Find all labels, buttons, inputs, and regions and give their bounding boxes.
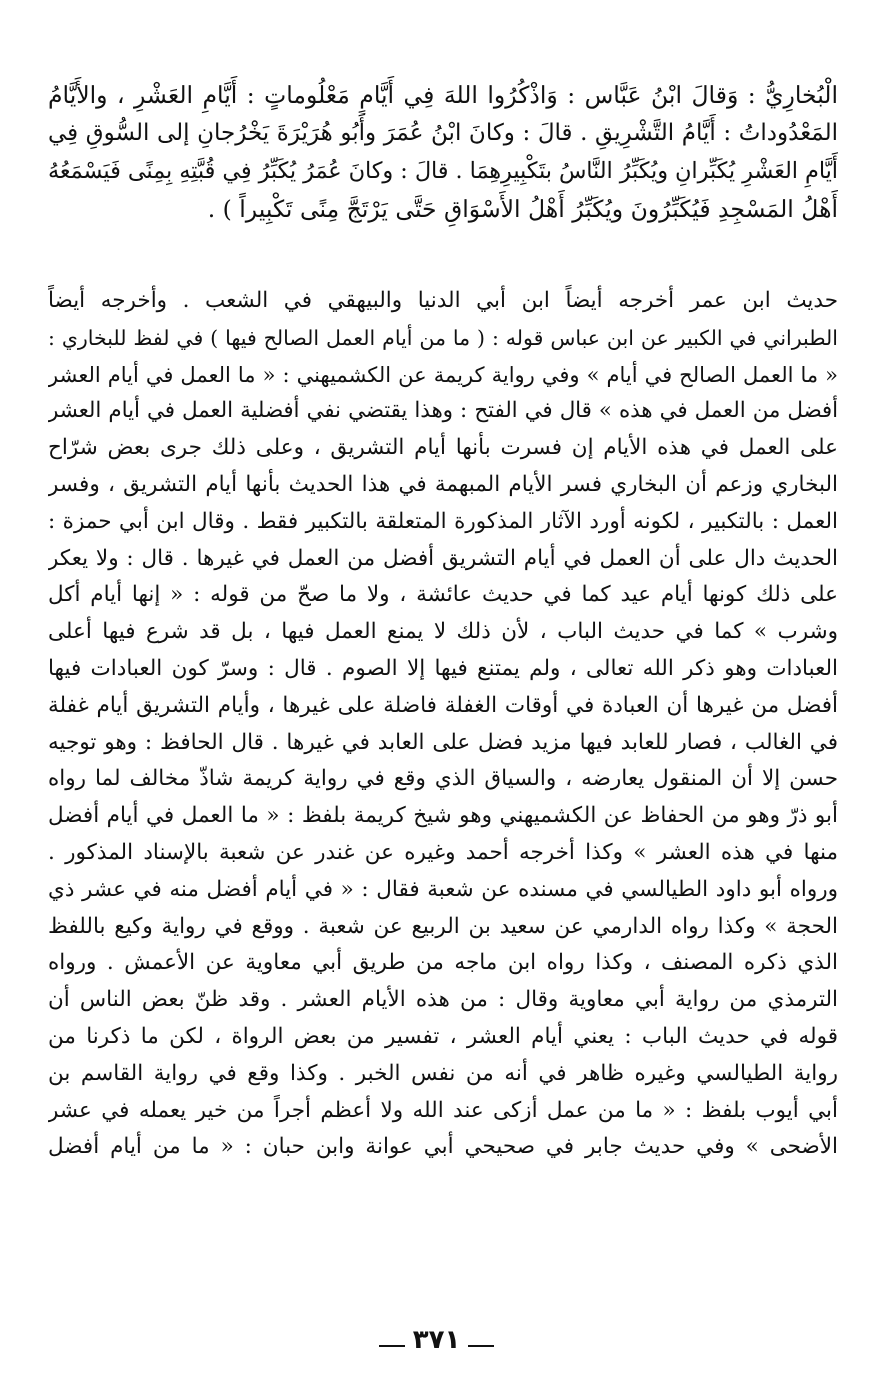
page-footer [0,1320,873,1360]
commentary-line: العبادات وهو ذكر الله تعالى ، ولم يمتنع فيها إلا الصوم . قال : وسرّ كون العبادات فيها [48,655,838,681]
commentary-line: على ذلك كونها أيام عيد كما في حديث عائشة ، ولا ما صحّ من قوله : « إنها أيام أكل [48,582,838,608]
commentary-line: الحجة » وكذا رواه الدارمي عن سعيد بن الربيع عن شعبة . ووقع في رواية وكيع باللفظ [48,913,838,939]
footer-dash [468,1345,494,1347]
commentary-line: الترمذي من رواية أبي معاوية وقال : من هذه الأيام العشر . وقد ظنّ بعض الناس أن [48,987,838,1013]
commentary-line: الطبراني في الكبير عن ابن عباس قوله : ( ما من أيام العمل الصالح فيها ) في لفظ للبخاري : [48,325,838,350]
commentary-line: العمل : بالتكبير ، لكونه أورد الآثار المذكورة المتعلقة بالتكبير فقط . وقال ابن أبي حمزة : [48,508,838,534]
commentary-line: حسن إلا أن المنقول يعارضه ، والسياق الذي وقع في رواية كريمة شاذّ مخالف لما رواه [48,766,838,792]
commentary-line: أفضل من غيرها أن العبادة في أوقات الغفلة فاضلة على غيرها ، وأيام التشريق أيام غفلة [48,692,838,718]
commentary-line: على العمل في هذه الأيام إن فسرت بأنها أيام التشريق ، وعلى ذلك جرى بعض شرّاح [48,435,838,461]
commentary-line: قوله في حديث الباب : يعني أيام العشر ، تفسير من بعض الرواة ، لكن ما ذكرنا من [48,1023,838,1049]
commentary-text-block [48,283,838,1166]
hadith-line: المَعْدُوداتُ : أَيَّامُ التَّشْرِيقِ . قالَ : وكانَ ابْنُ عُمَرَ وأَبُو هُرَيْرَةَ يَخْرُجانِ إلى السُّوقِ فِي [48,120,838,146]
hadith-line: أَهْلُ المَسْجِدِ فَيُكَبِّرُونَ ويُكَبِّرُ أَهْلُ الأَسْوَاقِ حَتَّى يَرْتَجَّ مِنًى تَكْبِيراً ) . [207,195,838,223]
commentary-line: « ما العمل الصالح في أيام » وفي رواية كريمة عن الكشميهني : « ما العمل في أيام العشر [48,362,838,387]
commentary-line: رواية الطيالسي وغيره ظاهر في أنه من نفس الخبر . وكذا وقع في رواية القاسم بن [48,1060,838,1086]
commentary-line: في الغالب ، فصار للعابد فيها مزيد فضل على العابد في غيرها . قال الحافظ : وهو توجيه [48,729,838,755]
commentary-line: الذي ذكره المصنف ، وكذا رواه ابن ماجه من طريق أبي معاوية عن الأعمش . ورواه [48,950,838,976]
hadith-text-block [48,76,838,228]
page-number: ٣٧١ [412,1325,461,1355]
footer-dash [379,1345,405,1347]
hadith-line: الْبُخارِيُّ : وَقالَ ابْنُ عَبَّاس : وَاذْكُرُوا اللهَ فِي أَيَّامٍ مَعْلُوماتٍ : أَيَّامِ العَشْرِ ، والأَيَّامُ [48,81,838,109]
commentary-line: الحديث دال على أن العمل في أيام التشريق أفضل من العمل في غيرها . قال : ولا يعكر [48,545,838,571]
commentary-line: أبي أيوب بلفظ : « ما من عمل أزكى عند الله ولا أعظم أجراً من خير يعمله في عشر [48,1097,838,1123]
commentary-line: وشرب » كما في حديث الباب ، لأن ذلك لا يمنع العمل فيها ، بل قد شرع فيها أعلى [48,619,838,645]
commentary-line: منها في هذه العشر » وكذا أخرجه أحمد وغيره عن غندر عن شعبة بالإسناد المذكور . [48,839,838,865]
commentary-line: أفضل من العمل في هذه » قال في الفتح : وهذا يقتضي نفي أفضلية العمل في أيام العشر [48,398,838,424]
commentary-line: حديث ابن عمر أخرجه أيضاً ابن أبي الدنيا والبيهقي في الشعب . وأخرجه أيضاً [48,288,838,313]
commentary-line: ورواه أبو داود الطيالسي في مسنده عن شعبة فقال : « في أيام أفضل منه في عشر ذي [48,876,838,902]
commentary-line: البخاري وزعم أن البخاري فسر الأيام المبهمة في هذا الحديث بأنها أيام التشريق ، وفسر [48,471,838,497]
commentary-line: أبو ذرّ وهو من الحفاظ عن الكشميهني وهو شيخ كريمة بلفظ : « ما العمل في أيام أفضل [48,803,838,829]
commentary-line: الأضحى » وفي حديث جابر في صحيحي أبي عوانة وابن حبان : « ما من أيام أفضل [48,1134,838,1160]
hadith-line: أَيَّامِ العَشْرِ يُكَبِّرانِ ويُكَبِّرُ النَّاسُ بتَكْبِيرِهِمَا . قالَ : وكانَ عُمَرُ يُكَبِّرُ فِي قُبَّتِهِ بِمِنًى فَيَسْمَعُهُ [48,158,838,184]
